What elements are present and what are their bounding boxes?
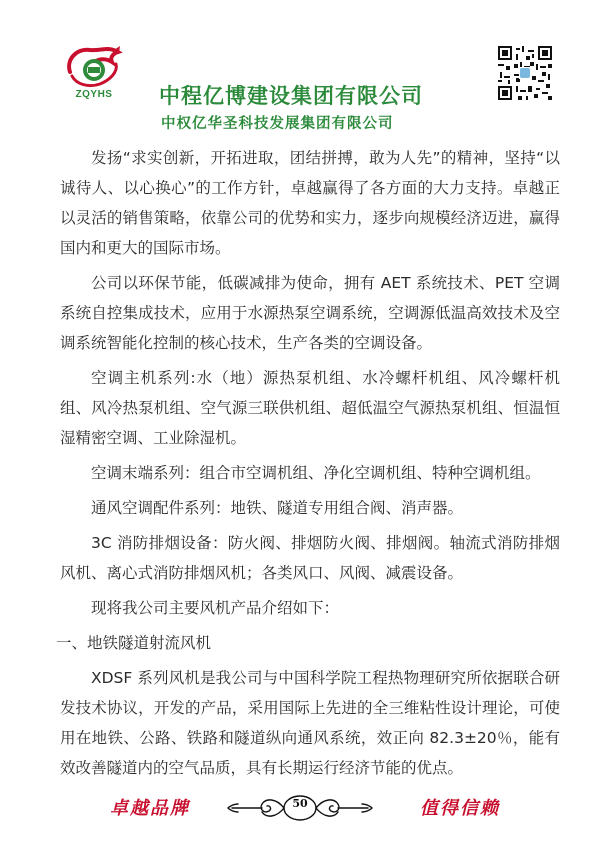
- paragraph: 公司以环保节能，低碳减排为使命，拥有 AET 系统技术、PET 空调系统自控集成技术，应用于水源热泵空调系统，空调源低温高效技术及空调系统智能化控制的核心技术，生产各类的空调设备。: [60, 274, 560, 352]
- company-logo: [62, 42, 126, 102]
- paragraph: 通风空调配件系列：地铁、隧道专用组合阀、消声器。: [91, 499, 464, 517]
- logo-text: ZQYHS: [75, 89, 113, 100]
- document-body: [56, 143, 560, 788]
- paragraph: 空调主机系列:水（地）源热泵机组、水冷螺杆机组、风冷螺杆机组、风冷热泵机组、空气源三联供机组、超低温空气源热泵机组、恒温恒湿精密空调、工业除湿机。: [60, 369, 560, 447]
- paragraph: 3C 消防排烟设备：防火阀、排烟防火阀、排烟阀。轴流式消防排烟风机、离心式消防排烟风机；各类风口、风阀、减震设备。: [60, 534, 560, 582]
- section-heading: 一、地铁隧道射流风机: [56, 634, 212, 652]
- footer-slogan-left: 卓越品牌: [110, 798, 190, 819]
- dragon-emblem-icon: [62, 42, 126, 90]
- company-title-secondary: 中权亿华圣科技发展集团有限公司: [161, 116, 394, 132]
- company-title-primary: 中程亿博建设集团有限公司: [159, 84, 423, 108]
- paragraph: 空调末端系列：组合市空调机组、净化空调机组、特种空调机组。: [91, 464, 541, 482]
- qr-code-icon: [498, 46, 552, 100]
- paragraph: 现将我公司主要风机产品介绍如下：: [91, 599, 340, 617]
- page-number: 50: [292, 797, 308, 810]
- paragraph: 发扬“求实创新，开拓进取，团结拼搏，敢为人先”的精神，坚持“以诚待人、以心换心”的工作方针，卓越赢得了各方面的大力支持。卓越正以灵活的销售策略，依靠公司的优势和实力，逐步向规模经济迈进，赢得国内和更大的国际市场。: [60, 149, 560, 257]
- paragraph: XDSF 系列风机是我公司与中国科学院工程热物理研究所依据联合研发技术协议，开发的产品，采用国际上先进的全三维粘性设计理论，可使用在地铁、公路、铁路和隧道纵向通风系统，效正向 82.3±20％，能有效改善隧道内的空气品质，具有长期运行经济节能的优点。: [60, 669, 560, 777]
- footer-slogan-right: 值得信赖: [420, 798, 500, 819]
